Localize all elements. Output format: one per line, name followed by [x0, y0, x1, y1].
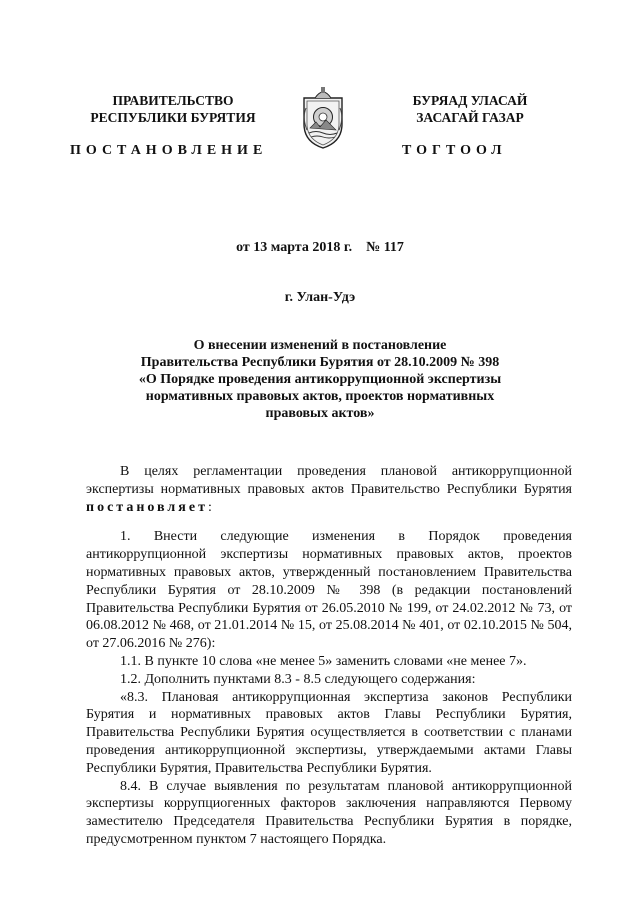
title-line: «О Порядке проведения антикоррупционной экспертизы: [138, 372, 502, 387]
preamble-end: :: [207, 499, 212, 515]
government-name-buryat: [355, 92, 585, 126]
document-title: [0, 337, 640, 422]
document-date-number: от 13 марта 2018 г. № 117: [236, 240, 404, 255]
government-name-ru-line1: ПРАВИТЕЛЬСТВО: [112, 93, 234, 108]
document-type-buryat: ТОГТООЛ: [402, 143, 507, 158]
resolves-keyword: постановляет: [86, 499, 208, 515]
title-line: правовых актов»: [265, 406, 375, 421]
title-line: О внесении изменений в постановление: [193, 338, 447, 353]
document-type-russian: ПОСТАНОВЛЕНИЕ: [70, 143, 268, 158]
title-line: нормативных правовых актов, проектов нормативных: [145, 389, 495, 404]
title-line: Правительства Республики Бурятия от 28.10.2009 № 398: [140, 355, 500, 370]
government-name-bu-line2: ЗАСАГАЙ ГАЗАР: [416, 110, 524, 125]
document-city: г. Улан-Удэ: [284, 290, 356, 305]
document-body: [86, 463, 572, 849]
government-name-bu-line1: БУРЯАД УЛАСАЙ: [412, 93, 528, 108]
preamble-text: В целях регламентации проведения плановой антикоррупционной экспертизы нормативных правовых актов Правительство Республики Бурятия: [86, 464, 572, 497]
government-name-russian: [58, 92, 288, 126]
clause-1-paragraph: 1. Внести следующие изменения в Порядок проведения антикоррупционной экспертизы нормативных правовых актов, проектов нормативных правовых актов, утвержденный постановлением Правительства Республики Бурятия от 28.10.2009 № 398 (в редакции постановлений Правительства Республики Бурятия от 26.05.2010 № 199, от 24.02.2012 № 73, от 06.08.2012 № 468, от 21.01.2014 № 15, от 25.08.2014 № 401, от 02.10.2015 № 504, от 27.06.2016 № 276):: [86, 529, 572, 652]
clause-8-3-paragraph: «8.3. Плановая антикоррупционная экспертиза законов Республики Бурятия и нормативных правовых актов Главы Республики Бурятия, Правительства Республики Бурятия осуществляется в соответствии с планами проведения антикоррупционной экспертизы, утверждаемыми актами Главы Республики Бурятия, Правительства Республики Бурятия.: [86, 689, 572, 776]
preamble-paragraph: [86, 463, 572, 516]
clause-1-2-paragraph: 1.2. Дополнить пунктами 8.3 - 8.5 следующего содержания:: [120, 671, 476, 687]
government-name-ru-line2: РЕСПУБЛИКИ БУРЯТИЯ: [90, 110, 256, 125]
clause-1-1-paragraph: 1.1. В пункте 10 слова «не менее 5» заменить словами «не менее 7».: [120, 653, 527, 669]
clause-8-4-paragraph: 8.4. В случае выявления по результатам плановой антикоррупционной экспертизы коррупциогенных факторов заключения направляются Первому заместителю Председателя Правительства Республики Бурятия в порядке, предусмотренном пунктом 7 настоящего Порядка.: [86, 778, 572, 847]
republic-emblem-icon: [300, 84, 346, 150]
